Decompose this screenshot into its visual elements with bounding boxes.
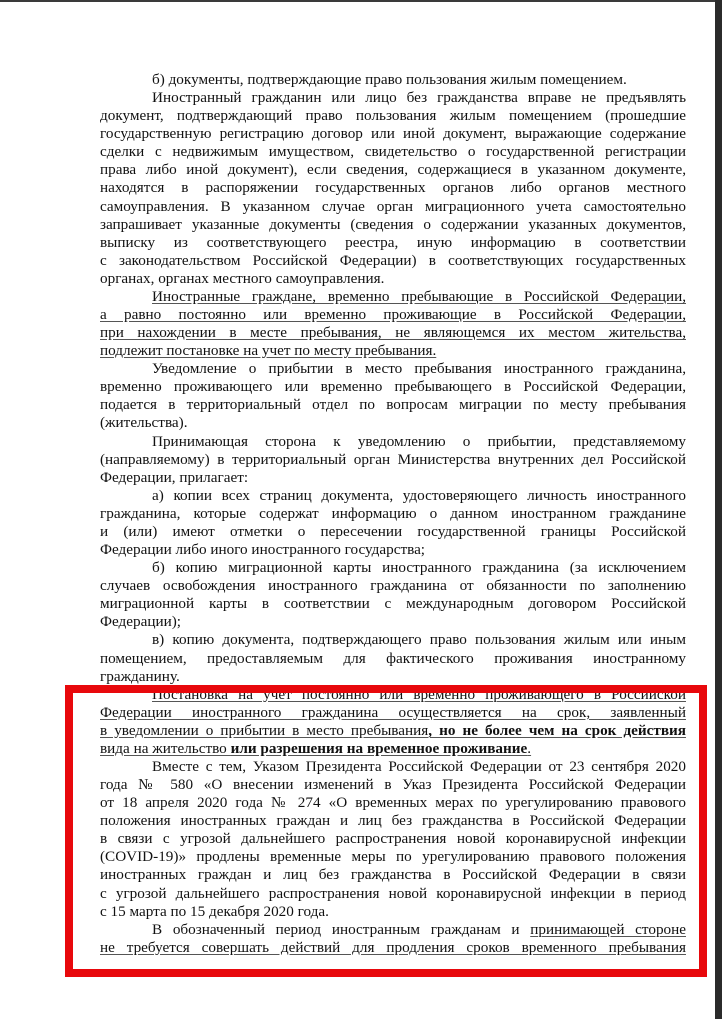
text-line [100, 505, 686, 523]
text-line [100, 360, 686, 378]
text-segment: государственную регистрацию договор или иной документ, выражающие содержание [100, 125, 686, 143]
text-line [100, 523, 686, 541]
underlined-text-segment: вида на жительство [100, 739, 231, 757]
text-segment: (направляемому) в территориальный орган Министерства внутренних дел Российской [100, 450, 686, 468]
text-line [100, 107, 686, 125]
text-segment: в связи с угрозой дальнейшего распространения новой коронавирусной инфекции [100, 830, 686, 848]
text-segment: Федерации либо иного иностранного государства; [100, 541, 426, 559]
text-line [100, 885, 686, 903]
underlined-text-segment: Иностранные граждане, временно пребывающие в Российской Федерации, [152, 287, 686, 305]
text-segment: В обозначенный период иностранным гражданам и [152, 920, 531, 938]
text-line [100, 577, 686, 595]
text-line [100, 758, 686, 776]
text-segment: временно проживающего или временно пребывающего в Российской Федерации, [100, 378, 686, 396]
text-line [100, 216, 686, 234]
text-segment: иностранных граждан и лиц без гражданства в Российской Федерации в связи [100, 866, 686, 884]
text-line [100, 306, 686, 324]
text-line [100, 740, 686, 758]
text-line [100, 776, 686, 794]
text-segment: органах, органах местного самоуправления. [100, 269, 385, 287]
text-segment: Федерации); [100, 613, 182, 631]
text-segment: документ, подтверждающий право пользования жилым помещением (прошедшие [100, 107, 686, 125]
text-segment: с законодательством Российской Федерации) в соответствующих государственных [100, 251, 686, 269]
text-segment: б) документы, подтверждающие право пользования жилым помещением. [152, 71, 627, 88]
text-line [100, 414, 686, 432]
text-line [100, 613, 686, 631]
window-right-edge [715, 0, 722, 1019]
text-line [100, 903, 686, 921]
text-segment: самоуправления. В указанном случае орган миграционного учета самостоятельно [100, 197, 686, 215]
text-segment: помещением, предоставляемым для фактического проживания иностранному [100, 649, 686, 667]
text-line [100, 288, 686, 306]
text-segment: а) копии всех страниц документа, удостоверяющего личность иностранного [152, 486, 686, 504]
text-line [100, 378, 686, 396]
text-line [100, 89, 686, 107]
text-line [100, 650, 686, 668]
text-segment: выписку из соответствующего реестра, иную информацию в соответствии [100, 233, 686, 251]
window-top-edge [0, 0, 722, 2]
text-line [100, 794, 686, 812]
text-line [100, 704, 686, 722]
text-segment: случаев освобождения иностранного гражданина от обязанности по заполнению [100, 577, 686, 595]
text-segment: с угрозой дальнейшего распространения новой коронавирусной инфекции в период [100, 884, 686, 902]
text-line [100, 830, 686, 848]
text-segment: Вместе с тем, Указом Президента Российской Федерации от 23 сентября 2020 [152, 757, 686, 775]
text-segment: (жительства). [100, 414, 188, 432]
text-line [100, 161, 686, 179]
bold-text-segment: , но не более чем на срок действия [428, 721, 686, 739]
text-line [100, 125, 686, 143]
text-segment: (COVID-19)» продлены временные меры по урегулированию правового положения [100, 848, 686, 866]
text-line [100, 198, 686, 216]
text-line [100, 812, 686, 830]
text-segment: с 15 марта по 15 декабря 2020 года. [100, 902, 329, 920]
text-segment: гражданину. [100, 667, 180, 685]
text-line [100, 252, 686, 270]
underlined-text-segment: а равно постоянно или временно проживающие в Российской Федерации, [100, 306, 686, 324]
text-line [100, 71, 686, 89]
text-line [100, 433, 686, 451]
text-line [100, 631, 686, 649]
text-segment: Федерации, прилагает: [100, 468, 249, 486]
text-line [100, 921, 686, 939]
underlined-text-segment: Постановка на учет постоянно или временно проживающего в Российской [152, 685, 686, 703]
text-segment: миграционной карты в соответствии с международным договором Российской [100, 595, 686, 613]
text-segment: Принимающая сторона к уведомлению о прибытии, представляемому [152, 432, 686, 450]
underlined-text-segment: подлежит постановке на учет по месту пребывания. [100, 342, 437, 360]
underlined-text-segment: принимающей стороне [530, 920, 686, 938]
text-line [100, 848, 686, 866]
text-line [100, 451, 686, 469]
text-line [100, 396, 686, 414]
text-line [100, 722, 686, 740]
bold-text-segment: или разрешения на временное проживание [230, 739, 528, 757]
underlined-text-segment: . [527, 739, 532, 757]
text-line [100, 668, 686, 686]
text-line [100, 143, 686, 161]
text-line [100, 342, 686, 360]
text-segment: Уведомление о прибытии в место пребывания иностранного гражданина, [152, 360, 686, 378]
text-line [100, 270, 686, 288]
text-line [100, 595, 686, 613]
text-segment: и (или) имеют отметки о пересечении государственной границы Российской [100, 522, 686, 540]
text-segment: от 18 апреля 2020 года № 274 «О временных мерах по урегулированию правового [100, 794, 686, 812]
text-segment: б) копию миграционной карты иностранного гражданина (за исключением [152, 559, 686, 577]
text-line [100, 559, 686, 577]
underlined-text-segment: Федерации иностранного гражданина осуществляется на срок, заявленный [100, 703, 686, 721]
text-line [100, 234, 686, 252]
underlined-text-segment: при нахождении в месте пребывания, не являющемся их местом жительства, [100, 324, 686, 342]
text-line [100, 324, 686, 342]
text-line [100, 939, 686, 957]
text-line [100, 179, 686, 197]
text-line [100, 469, 686, 487]
text-segment: подается в территориальный отдел по вопросам миграции по месту пребывания [100, 396, 686, 414]
text-segment: положения иностранных граждан и лиц без гражданства в Российской Федерации [100, 812, 686, 830]
document-page [100, 71, 686, 957]
text-line [100, 866, 686, 884]
text-line [100, 487, 686, 505]
text-segment: в) копию документа, подтверждающего право пользования жилым или иным [152, 631, 686, 649]
text-segment: Иностранный гражданин или лицо без гражданства вправе не предъявлять [152, 89, 686, 107]
text-line [100, 686, 686, 704]
text-line [100, 541, 686, 559]
underlined-text-segment: в уведомлении о прибытии в место пребывания [100, 721, 429, 739]
text-segment: сделки с недвижимым имуществом, свидетельство о государственной регистрации [100, 143, 686, 161]
text-segment: гражданина, которые содержат информацию о данном иностранном гражданине [100, 504, 686, 522]
text-segment: года № 580 «О внесении изменений в Указ Президента Российской Федерации [100, 776, 686, 794]
underlined-text-segment: не требуется совершать действий для продления сроков временного пребывания [100, 938, 686, 956]
text-segment: права либо иной документ), если сведения, содержащиеся в указанном документе, [100, 161, 686, 179]
text-segment: находятся в распоряжении государственных органов либо органов местного [100, 179, 686, 197]
text-segment: запрашивает указанные документы (сведения о содержании указанных документов, [100, 215, 686, 233]
